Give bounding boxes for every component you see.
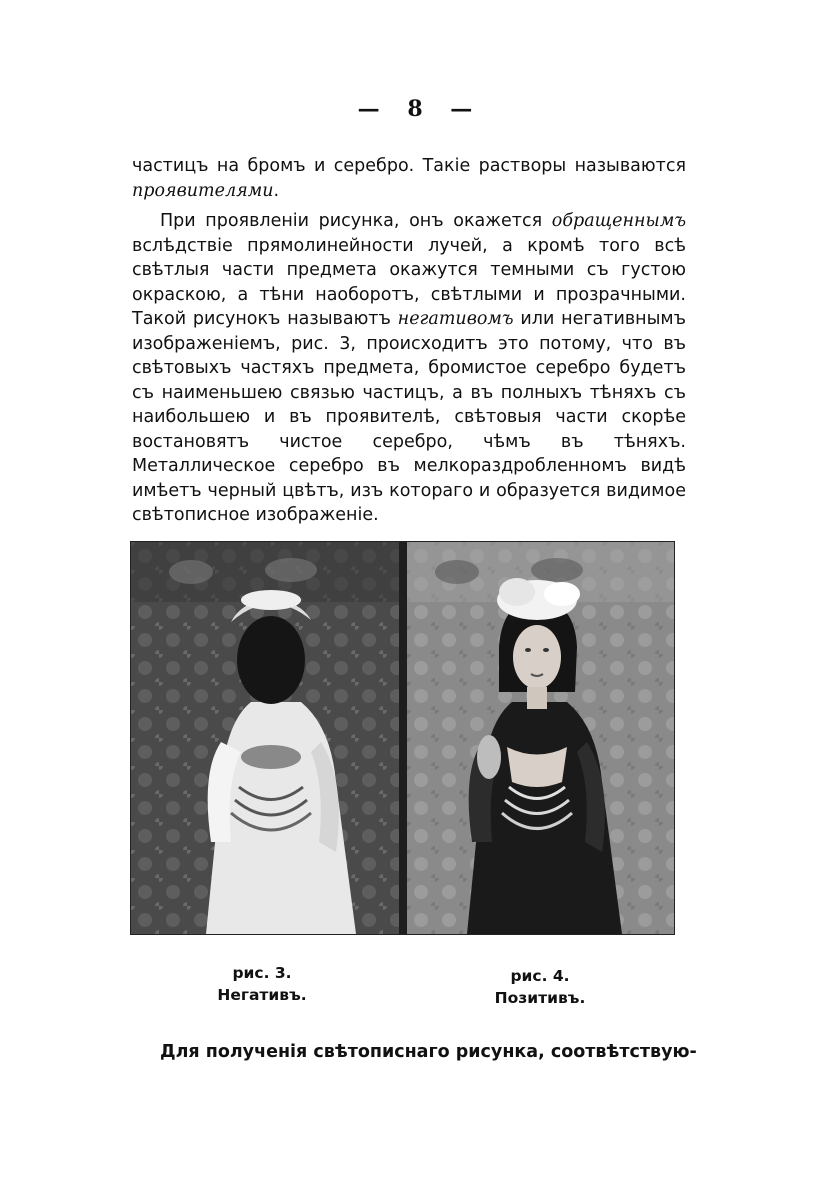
figure-3-number: рис. 3. xyxy=(232,964,292,982)
body-text xyxy=(132,154,686,528)
figure-3-label: Негативъ. xyxy=(217,986,307,1004)
negative-photo xyxy=(131,542,399,934)
positive-photo xyxy=(407,542,674,934)
page-number: — 8 — xyxy=(357,96,483,122)
figure-4-number: рис. 4. xyxy=(510,967,570,985)
paragraph-1: частицъ на бромъ и серебро. Такіе растворы называются проявителями. xyxy=(132,156,686,201)
figure-3-caption xyxy=(196,962,328,1006)
term-negative: негативомъ xyxy=(397,309,514,329)
term-inverted: обращеннымъ xyxy=(551,211,686,231)
term-developers: проявителями xyxy=(132,180,274,201)
figure-photos xyxy=(130,541,675,935)
figure-4-caption xyxy=(474,965,606,1009)
paragraph-2: При проявленіи рисунка, онъ окажется обращеннымъ вслѣдствіе прямолинейности лучей, а кромѣ того всѣ свѣтлыя части предмета окажутся темными съ густою окраскою, а тѣни наоборотъ, свѣтлыми и прозрачными. Такой рисунокъ называютъ негативомъ или негативнымъ изображеніемъ, рис. 3, происходитъ это потому, что въ свѣтовыхъ частяхъ предмета, бромистое серебро будетъ съ наименьшею связью частицъ, а въ полныхъ тѣняхъ съ наибольшею и въ проявителѣ, свѣтовыя части скорѣе востановятъ чистое серебро, чѣмъ въ тѣняхъ. Металлическое серебро въ мелкораздробленномъ видѣ имѣетъ черный цвѣтъ, изъ котораго и образуется видимое свѣтописное изображеніе. xyxy=(132,211,686,525)
continuation-line: Для полученія свѣтописнаго рисунка, соотвѣтствую- xyxy=(160,1042,697,1062)
figure-4-label: Позитивъ. xyxy=(494,989,586,1007)
